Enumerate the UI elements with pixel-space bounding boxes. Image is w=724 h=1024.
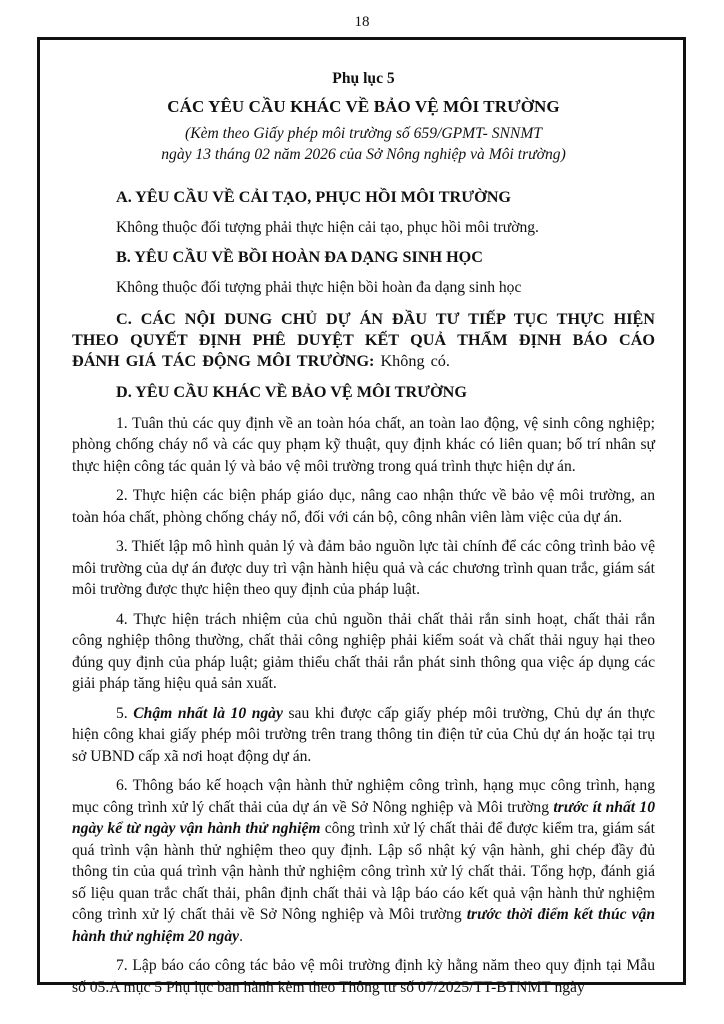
section-d-heading: D. YÊU CẦU KHÁC VỀ BẢO VỆ MÔI TRƯỜNG xyxy=(116,383,467,401)
item-5-emphasis: Chậm nhất là 10 ngày xyxy=(133,704,283,722)
section-b-heading: B. YÊU CẦU VỀ BỒI HOÀN ĐA DẠNG SINH HỌC xyxy=(116,248,483,266)
subtitle-line-1: (Kèm theo Giấy phép môi trường số 659/GPMT- SNNMT xyxy=(185,125,542,142)
item-5-number: 5. xyxy=(116,704,134,722)
list-item-6 xyxy=(72,775,655,947)
appendix-label: Phụ lục 5 xyxy=(332,70,395,87)
subtitle xyxy=(72,123,655,165)
list-item-3: 3. Thiết lập mô hình quản lý và đảm bảo nguồn lực tài chính để các công trình bảo vệ môi trường của dự án được duy trì vận hành hiệu quả và các chương trình quan trắc, giám sát môi trường được thực hiện theo quy định của pháp luật. xyxy=(72,538,655,598)
list-item-1: 1. Tuân thủ các quy định về an toàn hóa chất, an toàn lao động, vệ sinh công nghiệp; phòng chống cháy nổ và các quy phạm kỹ thuật, quy định khác có liên quan; bố trí nhân sự thực hiện công tác quản lý và bảo vệ môi trường trong quá trình thực hiện dự án. xyxy=(72,414,655,475)
item-5-text: sau khi được cấp giấy phép môi trường, Chủ dự án thực hiện công khai giấy phép môi trường trên trang thông tin điện tử của Chủ dự án hoặc tại trụ sở UBND cấp xã nơi hoạt động dự án. xyxy=(72,704,656,765)
item-6-emphasis-2: trước thời điểm kết thúc vận hành thử nghiệm 20 ngày xyxy=(72,906,656,945)
page-number: 18 xyxy=(354,14,370,30)
page-title: CÁC YÊU CẦU KHÁC VỀ BẢO VỆ MÔI TRƯỜNG xyxy=(167,96,560,116)
section-a-heading: A. YÊU CẦU VỀ CẢI TẠO, PHỤC HỒI MÔI TRƯỜNG xyxy=(116,188,511,206)
section-c-body: Không có. xyxy=(374,352,450,370)
item-6-text-3: . xyxy=(239,927,243,945)
list-item-4: 4. Thực hiện trách nhiệm của chủ nguồn thải chất thải rắn sinh hoạt, chất thải rắn công nghiệp thông thường, chất thải công nghiệp phải kiểm soát và chất thải nguy hại theo đúng quy định của pháp luật; giảm thiểu chất thải rắn phát sinh thông qua việc áp dụng các giải pháp tăng hiệu quả sản xuất. xyxy=(72,610,655,692)
item-6-emphasis-1: trước ít nhất 10 ngày kể từ ngày vận hành thử nghiệm xyxy=(72,798,655,837)
item-6-text-1: 6. Thông báo kế hoạch vận hành thử nghiệm công trình, hạng mục công trình, hạng mục công trình xử lý chất thải của dự án về Sở Nông nghiệp và Môi trường xyxy=(72,777,655,816)
list-item-7: 7. Lập báo cáo công tác bảo vệ môi trường định kỳ hằng năm theo quy định tại Mẫu số 05.A mục 5 Phụ lục ban hành kèm theo Thông tư số 07/2025/TT-BTNMT ngày xyxy=(72,957,655,996)
document-body xyxy=(72,68,655,998)
list-item-5 xyxy=(72,703,655,768)
subtitle-line-2: ngày 13 tháng 02 năm 2026 của Sở Nông nghiệp và Môi trường) xyxy=(161,146,566,163)
section-a-body: Không thuộc đối tượng phải thực hiện cải tạo, phục hồi môi trường. xyxy=(116,218,539,236)
appendix-frame xyxy=(37,37,686,996)
section-c xyxy=(72,309,655,372)
item-6-text-2: công trình xử lý chất thải để được kiểm tra, giám sát quá trình vận hành thử nghiệm theo quy định. Lập sổ nhật ký vận hành, ghi chép đầy đủ thông tin của quá trình vận hành thử nghiệm công trình xử lý chất thải. Tổng hợp, đánh giá số liệu quan trắc chất thải, phân định chất thải và lập báo cáo kết quả vận hành thử nghiệm công trình xử lý chất thải về Sở Nông nghiệp và Môi trường xyxy=(72,820,655,923)
section-c-heading: C. CÁC NỘI DUNG CHỦ DỰ ÁN ĐẦU TƯ TIẾP TỤC THỰC HIỆN THEO QUYẾT ĐỊNH PHÊ DUYỆT KẾT QUẢ THẨM ĐỊNH BÁO CÁO ĐÁNH GIÁ TÁC ĐỘNG MÔI TRƯỜNG: xyxy=(72,310,655,370)
section-b-body: Không thuộc đối tượng phải thực hiện bồi hoàn đa dạng sinh học xyxy=(116,278,522,296)
list-item-2: 2. Thực hiện các biện pháp giáo dục, nâng cao nhận thức về bảo vệ môi trường, an toàn hóa chất, phòng chống cháy nổ, đối với cán bộ, công nhân viên làm việc của dự án. xyxy=(72,487,655,526)
